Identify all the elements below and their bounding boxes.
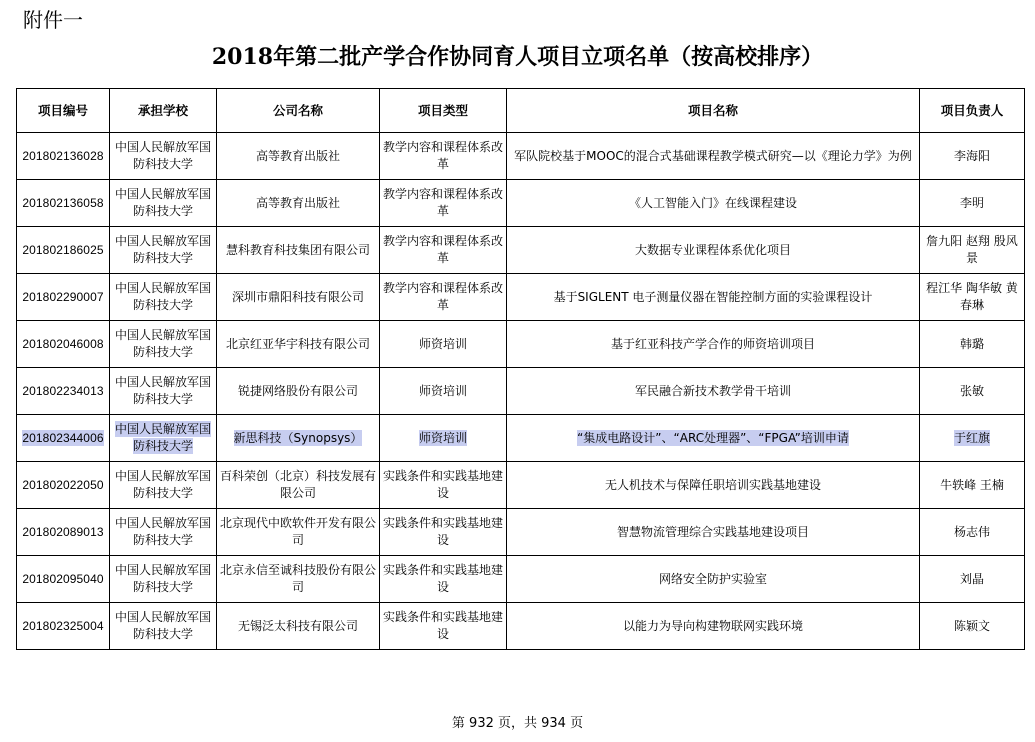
cell-project-name: 智慧物流管理综合实践基地建设项目 <box>507 509 920 556</box>
cell-leader: 程江华 陶华敏 黄春琳 <box>920 274 1025 321</box>
cell-leader: 牛轶峰 王楠 <box>920 462 1025 509</box>
cell-school: 中国人民解放军国防科技大学 <box>110 603 217 650</box>
cell-school: 中国人民解放军国防科技大学 <box>110 509 217 556</box>
cell-company: 锐捷网络股份有限公司 <box>217 368 380 415</box>
cell-company: 北京现代中欧软件开发有限公司 <box>217 509 380 556</box>
cell-company: 深圳市鼎阳科技有限公司 <box>217 274 380 321</box>
cell-company: 百科荣创（北京）科技发展有限公司 <box>217 462 380 509</box>
cell-school: 中国人民解放军国防科技大学 <box>110 274 217 321</box>
cell-project-id: 201802136058 <box>17 180 110 227</box>
cell-project-id: 201802234013 <box>17 368 110 415</box>
cell-project-name: 无人机技术与保障任职培训实践基地建设 <box>507 462 920 509</box>
cell-project-type[interactable] <box>380 415 507 462</box>
cell-project-type: 教学内容和课程体系改革 <box>380 133 507 180</box>
page-number: 第 932 页，共 934 页 <box>451 716 584 731</box>
table-row <box>17 321 1025 368</box>
cell-project-name: 以能力为导向构建物联网实践环境 <box>507 603 920 650</box>
cell-project-name: 军民融合新技术教学骨干培训 <box>507 368 920 415</box>
page-title: 2018年第二批产学合作协同育人项目立项名单（按高校排序） <box>211 44 824 70</box>
selected-text[interactable]: 新思科技（Synopsys） <box>233 430 363 445</box>
table-row <box>17 462 1025 509</box>
table-row <box>17 368 1025 415</box>
table-row <box>17 180 1025 227</box>
cell-project-name: 网络安全防护实验室 <box>507 556 920 603</box>
cell-project-name[interactable] <box>507 415 920 462</box>
header-company: 公司名称 <box>217 89 380 133</box>
table-row <box>17 509 1025 556</box>
cell-leader: 詹九阳 赵翔 殷风景 <box>920 227 1025 274</box>
header-leader: 项目负责人 <box>920 89 1025 133</box>
cell-leader: 杨志伟 <box>920 509 1025 556</box>
cell-company[interactable] <box>217 415 380 462</box>
cell-company: 北京红亚华宇科技有限公司 <box>217 321 380 368</box>
cell-project-type: 教学内容和课程体系改革 <box>380 274 507 321</box>
cell-company: 高等教育出版社 <box>217 133 380 180</box>
attachment-label: 附件一 <box>23 8 83 32</box>
cell-company: 高等教育出版社 <box>217 180 380 227</box>
table-row <box>17 274 1025 321</box>
cell-project-name: 基于SIGLENT 电子测量仪器在智能控制方面的实验课程设计 <box>507 274 920 321</box>
cell-project-type: 实践条件和实践基地建设 <box>380 603 507 650</box>
cell-project-type: 实践条件和实践基地建设 <box>380 509 507 556</box>
selected-text[interactable]: 师资培训 <box>418 430 467 445</box>
cell-school: 中国人民解放军国防科技大学 <box>110 227 217 274</box>
cell-project-name: 基于红亚科技产学合作的师资培训项目 <box>507 321 920 368</box>
cell-project-id: 201802095040 <box>17 556 110 603</box>
cell-project-type: 教学内容和课程体系改革 <box>380 227 507 274</box>
selected-text[interactable]: 201802344006 <box>22 430 104 445</box>
cell-school: 中国人民解放军国防科技大学 <box>110 368 217 415</box>
cell-project-id: 201802136028 <box>17 133 110 180</box>
table-row <box>17 227 1025 274</box>
cell-school: 中国人民解放军国防科技大学 <box>110 133 217 180</box>
cell-leader: 陈颖文 <box>920 603 1025 650</box>
cell-project-id: 201802290007 <box>17 274 110 321</box>
table-row <box>17 556 1025 603</box>
cell-company: 无锡泛太科技有限公司 <box>217 603 380 650</box>
cell-leader: 李海阳 <box>920 133 1025 180</box>
cell-project-type: 师资培训 <box>380 321 507 368</box>
cell-project-id: 201802089013 <box>17 509 110 556</box>
cell-leader: 韩璐 <box>920 321 1025 368</box>
cell-leader: 张敏 <box>920 368 1025 415</box>
selected-text[interactable]: 于红旗 <box>953 430 990 445</box>
header-project-name: 项目名称 <box>507 89 920 133</box>
table-row <box>17 133 1025 180</box>
cell-school: 中国人民解放军国防科技大学 <box>110 321 217 368</box>
cell-project-id: 201802325004 <box>17 603 110 650</box>
cell-project-type: 实践条件和实践基地建设 <box>380 462 507 509</box>
cell-school: 中国人民解放军国防科技大学 <box>110 462 217 509</box>
cell-leader[interactable] <box>920 415 1025 462</box>
cell-leader: 李明 <box>920 180 1025 227</box>
table-row <box>17 603 1025 650</box>
header-project-id: 项目编号 <box>17 89 110 133</box>
selected-text[interactable]: 中国人民解放军国防科技大学 <box>114 422 211 453</box>
cell-company: 慧科教育科技集团有限公司 <box>217 227 380 274</box>
cell-project-type: 师资培训 <box>380 368 507 415</box>
table-header-row <box>17 89 1025 133</box>
cell-leader: 刘晶 <box>920 556 1025 603</box>
cell-project-name: 大数据专业课程体系优化项目 <box>507 227 920 274</box>
cell-project-type: 实践条件和实践基地建设 <box>380 556 507 603</box>
selected-text[interactable]: “集成电路设计”、“ARC处理器”、“FPGA”培训申请 <box>577 430 849 445</box>
header-project-type: 项目类型 <box>380 89 507 133</box>
cell-project-name: 《人工智能入门》在线课程建设 <box>507 180 920 227</box>
cell-school[interactable] <box>110 415 217 462</box>
header-school: 承担学校 <box>110 89 217 133</box>
cell-company: 北京永信至诚科技股份有限公司 <box>217 556 380 603</box>
cell-project-id: 201802022050 <box>17 462 110 509</box>
cell-project-name: 军队院校基于MOOC的混合式基础课程教学模式研究—以《理论力学》为例 <box>507 133 920 180</box>
cell-project-type: 教学内容和课程体系改革 <box>380 180 507 227</box>
project-table <box>16 88 1025 650</box>
cell-project-id: 201802046008 <box>17 321 110 368</box>
cell-school: 中国人民解放军国防科技大学 <box>110 180 217 227</box>
cell-school: 中国人民解放军国防科技大学 <box>110 556 217 603</box>
table-row-selected[interactable] <box>17 415 1025 462</box>
cell-project-id[interactable] <box>17 415 110 462</box>
cell-project-id: 201802186025 <box>17 227 110 274</box>
